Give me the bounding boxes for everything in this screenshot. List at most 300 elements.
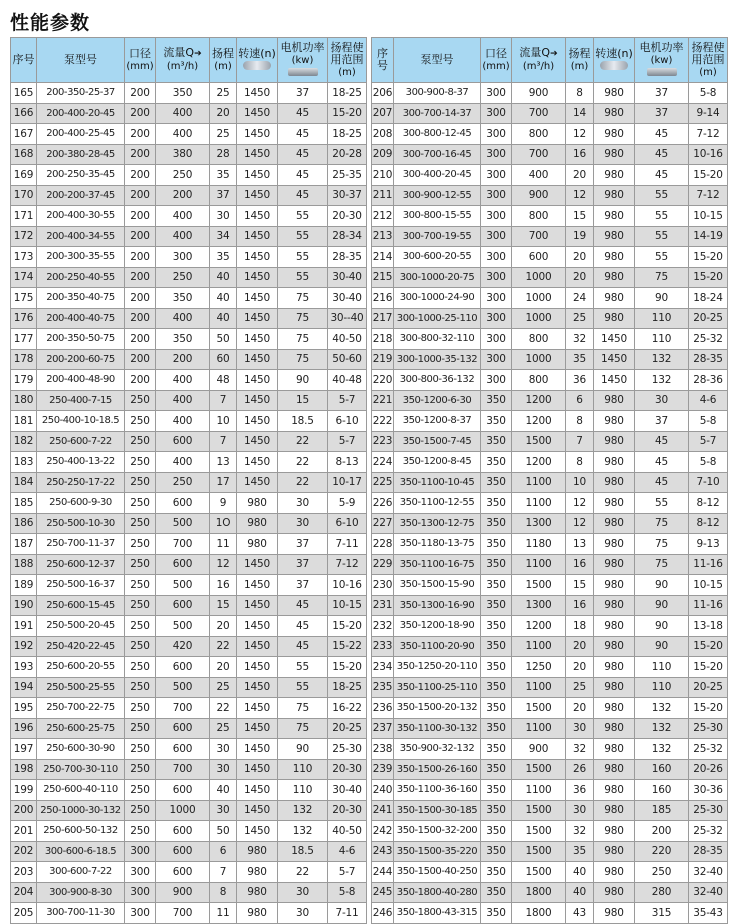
cell-range: 25-32 (689, 329, 728, 350)
cell-flow: 900 (512, 739, 566, 760)
header-power: 电机功率 (kw) (278, 38, 328, 83)
cell-speed: 980 (594, 882, 635, 903)
cell-head: 40 (210, 288, 237, 309)
cell-range: 11-16 (689, 554, 728, 575)
cell-flow: 600 (156, 595, 210, 616)
cell-bore: 250 (125, 452, 156, 473)
cell-model: 350-1500-40-250 (394, 862, 481, 883)
cell-seq: 174 (11, 267, 37, 288)
cell-flow: 1500 (512, 431, 566, 452)
cell-flow: 1300 (512, 513, 566, 534)
cell-power: 18.5 (278, 841, 328, 862)
table-row (372, 677, 728, 698)
cell-bore: 300 (481, 83, 512, 104)
cell-head: 40 (210, 308, 237, 329)
cell-model: 300-600-7-22 (37, 862, 125, 883)
cell-model: 250-600-7-22 (37, 431, 125, 452)
cell-speed: 1450 (237, 390, 278, 411)
header-flow: 流量Q➔ (m³/h) (512, 38, 566, 83)
cell-speed: 1450 (237, 370, 278, 391)
cell-flow: 1000 (156, 800, 210, 821)
cell-power: 37 (635, 411, 689, 432)
cell-model: 200-400-25-45 (37, 124, 125, 145)
cell-bore: 250 (125, 554, 156, 575)
cell-speed: 1450 (237, 185, 278, 206)
cell-speed: 980 (594, 144, 635, 165)
header-range: 扬程使用范围 (m) (328, 38, 367, 83)
cell-seq: 235 (372, 677, 394, 698)
cell-model: 300-600-6-18.5 (37, 841, 125, 862)
cell-power: 45 (278, 124, 328, 145)
cell-flow: 800 (512, 329, 566, 350)
cell-seq: 177 (11, 329, 37, 350)
cell-range: 11-16 (689, 595, 728, 616)
cell-power: 55 (278, 657, 328, 678)
cell-model: 250-500-10-30 (37, 513, 125, 534)
cell-power: 280 (635, 882, 689, 903)
cell-power: 75 (278, 329, 328, 350)
cell-seq: 221 (372, 390, 394, 411)
cell-flow: 700 (512, 144, 566, 165)
cell-speed: 980 (594, 759, 635, 780)
cell-power: 90 (635, 575, 689, 596)
cell-bore: 250 (125, 636, 156, 657)
cell-speed: 1450 (237, 124, 278, 145)
cell-range: 18-25 (328, 83, 367, 104)
cell-seq: 215 (372, 267, 394, 288)
cell-model: 300-400-20-45 (394, 165, 481, 186)
cell-speed: 1450 (237, 636, 278, 657)
cell-speed: 1450 (237, 452, 278, 473)
cell-speed: 1450 (237, 288, 278, 309)
cell-power: 37 (278, 534, 328, 555)
cell-range: 40-50 (328, 821, 367, 842)
table-row (372, 124, 728, 145)
cell-model: 350-1100-30-132 (394, 718, 481, 739)
cell-head: 16 (566, 144, 594, 165)
cell-flow: 1100 (512, 472, 566, 493)
cell-range: 5-7 (689, 431, 728, 452)
cell-head: 28 (210, 144, 237, 165)
cell-speed: 1450 (237, 657, 278, 678)
cell-power: 22 (278, 452, 328, 473)
table-row (372, 247, 728, 268)
cell-speed: 1450 (237, 595, 278, 616)
cell-model: 350-900-32-132 (394, 739, 481, 760)
cell-power: 75 (278, 349, 328, 370)
cell-speed: 980 (594, 493, 635, 514)
cell-range: 10-16 (689, 144, 728, 165)
cell-bore: 250 (125, 595, 156, 616)
cell-bore: 350 (481, 759, 512, 780)
cell-model: 250-600-15-45 (37, 595, 125, 616)
cell-range: 25-35 (328, 165, 367, 186)
table-row (11, 165, 367, 186)
cell-model: 300-700-14-37 (394, 103, 481, 124)
cell-range: 30-36 (689, 780, 728, 801)
table-row (372, 185, 728, 206)
cell-range: 7-10 (689, 472, 728, 493)
cell-speed: 980 (237, 882, 278, 903)
cell-model: 250-1000-30-132 (37, 800, 125, 821)
cell-range: 15-20 (328, 103, 367, 124)
cell-range: 18-24 (689, 288, 728, 309)
cell-power: 45 (635, 472, 689, 493)
cell-seq: 246 (372, 903, 394, 924)
cell-head: 30 (210, 800, 237, 821)
cell-speed: 1450 (237, 554, 278, 575)
cell-speed: 980 (594, 534, 635, 555)
cell-head: 12 (566, 513, 594, 534)
cell-power: 55 (635, 226, 689, 247)
table-row (11, 882, 367, 903)
cell-bore: 250 (125, 780, 156, 801)
cell-seq: 228 (372, 534, 394, 555)
table-row (11, 329, 367, 350)
cell-seq: 219 (372, 349, 394, 370)
cell-speed: 1450 (237, 718, 278, 739)
cell-range: 20-28 (328, 144, 367, 165)
cell-bore: 200 (125, 165, 156, 186)
cell-power: 45 (278, 144, 328, 165)
cell-speed: 1450 (237, 800, 278, 821)
cell-range: 15-20 (689, 267, 728, 288)
cell-seq: 178 (11, 349, 37, 370)
cell-flow: 1800 (512, 882, 566, 903)
cell-head: 16 (566, 554, 594, 575)
cell-speed: 980 (594, 390, 635, 411)
cell-bore: 300 (481, 247, 512, 268)
cell-speed: 1450 (237, 103, 278, 124)
cell-bore: 300 (481, 124, 512, 145)
cell-range: 35-43 (689, 903, 728, 924)
cell-head: 13 (566, 534, 594, 555)
cell-flow: 400 (156, 124, 210, 145)
cell-flow: 350 (156, 83, 210, 104)
header-head: 扬程 (m) (566, 38, 594, 83)
cell-range: 25-30 (689, 800, 728, 821)
cell-range: 15-20 (689, 165, 728, 186)
performance-table-right (371, 37, 728, 924)
cell-power: 55 (278, 267, 328, 288)
cell-speed: 1450 (237, 677, 278, 698)
cell-seq: 205 (11, 903, 37, 924)
cell-power: 45 (635, 124, 689, 145)
cell-bore: 250 (125, 390, 156, 411)
cell-power: 55 (635, 247, 689, 268)
cell-range: 30--40 (328, 308, 367, 329)
cell-head: 25 (210, 83, 237, 104)
cell-speed: 980 (594, 800, 635, 821)
cell-range: 15-22 (328, 636, 367, 657)
cell-model: 200-250-40-55 (37, 267, 125, 288)
cell-model: 350-1100-16-75 (394, 554, 481, 575)
cell-speed: 980 (594, 267, 635, 288)
cell-range: 5-8 (689, 452, 728, 473)
cell-power: 110 (635, 677, 689, 698)
cell-model: 250-400-13-22 (37, 452, 125, 473)
cell-speed: 980 (237, 841, 278, 862)
cell-flow: 420 (156, 636, 210, 657)
cell-head: 20 (566, 267, 594, 288)
cell-flow: 700 (156, 534, 210, 555)
cell-power: 45 (278, 616, 328, 637)
cell-speed: 980 (594, 595, 635, 616)
cell-power: 250 (635, 862, 689, 883)
cell-power: 55 (635, 493, 689, 514)
cell-speed: 980 (594, 554, 635, 575)
cell-seq: 194 (11, 677, 37, 698)
cell-bore: 200 (125, 329, 156, 350)
cell-flow: 1200 (512, 411, 566, 432)
flow-arrow-icon: ➔ (194, 49, 202, 59)
cell-power: 75 (278, 288, 328, 309)
cell-power: 132 (278, 821, 328, 842)
cell-range: 5-8 (689, 411, 728, 432)
cell-bore: 350 (481, 452, 512, 473)
cell-head: 30 (210, 759, 237, 780)
cell-bore: 350 (481, 718, 512, 739)
cell-model: 300-600-20-55 (394, 247, 481, 268)
cell-power: 37 (635, 103, 689, 124)
cell-model: 350-1180-13-75 (394, 534, 481, 555)
cell-bore: 200 (125, 103, 156, 124)
cell-bore: 300 (481, 267, 512, 288)
cell-head: 7 (210, 431, 237, 452)
cell-head: 48 (210, 370, 237, 391)
cell-head: 20 (210, 657, 237, 678)
cell-head: 12 (566, 493, 594, 514)
cell-range: 4-6 (328, 841, 367, 862)
table-row (11, 677, 367, 698)
cell-seq: 200 (11, 800, 37, 821)
cell-flow: 1100 (512, 636, 566, 657)
cell-model: 300-700-19-55 (394, 226, 481, 247)
cell-power: 15 (278, 390, 328, 411)
table-row (372, 657, 728, 678)
flow-arrow-icon: ➔ (550, 49, 558, 59)
cell-head: 10 (210, 411, 237, 432)
cell-range: 7-12 (328, 554, 367, 575)
cell-seq: 244 (372, 862, 394, 883)
cell-range: 7-12 (689, 185, 728, 206)
table-row (372, 903, 728, 924)
table-row (11, 841, 367, 862)
cell-model: 350-1500-20-132 (394, 698, 481, 719)
cell-model: 350-1500-7-45 (394, 431, 481, 452)
cell-power: 30 (278, 513, 328, 534)
cell-seq: 239 (372, 759, 394, 780)
cell-bore: 300 (481, 206, 512, 227)
cell-speed: 1450 (237, 165, 278, 186)
cell-head: 20 (210, 616, 237, 637)
cell-seq: 222 (372, 411, 394, 432)
cell-bore: 300 (481, 103, 512, 124)
table-row (11, 698, 367, 719)
cell-seq: 197 (11, 739, 37, 760)
cell-model: 350-1200-6-30 (394, 390, 481, 411)
cell-range: 20-30 (328, 800, 367, 821)
cell-seq: 232 (372, 616, 394, 637)
cell-speed: 1450 (237, 739, 278, 760)
cell-power: 75 (635, 554, 689, 575)
cell-flow: 900 (156, 882, 210, 903)
cell-seq: 201 (11, 821, 37, 842)
cell-model: 250-400-7-15 (37, 390, 125, 411)
cell-seq: 192 (11, 636, 37, 657)
cell-speed: 980 (594, 124, 635, 145)
table-row (372, 780, 728, 801)
cell-model: 200-350-25-37 (37, 83, 125, 104)
cell-model: 250-400-10-18.5 (37, 411, 125, 432)
cell-flow: 700 (512, 226, 566, 247)
cell-seq: 202 (11, 841, 37, 862)
cell-seq: 171 (11, 206, 37, 227)
cell-head: 50 (210, 821, 237, 842)
cell-bore: 250 (125, 493, 156, 514)
cell-speed: 1450 (237, 144, 278, 165)
cell-flow: 1500 (512, 759, 566, 780)
cell-bore: 350 (481, 616, 512, 637)
cell-head: 22 (210, 698, 237, 719)
table-row (11, 452, 367, 473)
cell-model: 350-1250-20-110 (394, 657, 481, 678)
cell-model: 200-380-28-45 (37, 144, 125, 165)
cell-speed: 1450 (237, 349, 278, 370)
cell-model: 250-700-22-75 (37, 698, 125, 719)
cell-flow: 500 (156, 513, 210, 534)
cell-head: 13 (210, 452, 237, 473)
cell-bore: 350 (481, 534, 512, 555)
cell-bore: 350 (481, 636, 512, 657)
cell-range: 13-18 (689, 616, 728, 637)
motor-icon (647, 68, 677, 76)
table-row (372, 759, 728, 780)
cell-speed: 980 (594, 780, 635, 801)
cell-seq: 199 (11, 780, 37, 801)
table-row (11, 83, 367, 104)
cell-range: 40-48 (328, 370, 367, 391)
cell-power: 75 (635, 267, 689, 288)
cell-head: 9 (210, 493, 237, 514)
cell-flow: 500 (156, 575, 210, 596)
cell-range: 20-30 (328, 759, 367, 780)
cell-flow: 1000 (512, 349, 566, 370)
cell-head: 20 (566, 165, 594, 186)
motor-icon (288, 68, 318, 76)
cell-flow: 1500 (512, 698, 566, 719)
cell-power: 37 (278, 575, 328, 596)
cell-model: 300-700-11-30 (37, 903, 125, 924)
cell-range: 28-34 (328, 226, 367, 247)
table-row (11, 739, 367, 760)
cell-seq: 182 (11, 431, 37, 452)
cell-flow: 600 (156, 821, 210, 842)
cell-head: 8 (566, 411, 594, 432)
cell-bore: 250 (125, 698, 156, 719)
cell-model: 250-600-30-90 (37, 739, 125, 760)
cell-bore: 350 (481, 903, 512, 924)
cell-bore: 300 (481, 370, 512, 391)
cell-speed: 980 (594, 206, 635, 227)
cell-range: 18-25 (328, 677, 367, 698)
cell-power: 75 (278, 718, 328, 739)
table-row (372, 288, 728, 309)
table-row (372, 103, 728, 124)
cell-power: 132 (635, 718, 689, 739)
cell-flow: 600 (156, 841, 210, 862)
cell-speed: 1450 (237, 759, 278, 780)
cell-power: 132 (635, 698, 689, 719)
cell-head: 25 (210, 677, 237, 698)
cell-flow: 600 (512, 247, 566, 268)
cell-range: 25-32 (689, 821, 728, 842)
cell-head: 12 (210, 554, 237, 575)
cell-seq: 191 (11, 616, 37, 637)
cell-flow: 400 (156, 206, 210, 227)
table-row (372, 493, 728, 514)
cell-power: 45 (278, 185, 328, 206)
cell-bore: 350 (481, 862, 512, 883)
cell-seq: 234 (372, 657, 394, 678)
cell-head: 40 (566, 882, 594, 903)
cell-flow: 500 (156, 616, 210, 637)
cell-flow: 400 (156, 390, 210, 411)
cell-model: 300-1000-24-90 (394, 288, 481, 309)
table-row (11, 206, 367, 227)
cell-power: 30 (278, 903, 328, 924)
cell-range: 15-20 (328, 657, 367, 678)
cell-power: 90 (635, 636, 689, 657)
cell-range: 8-13 (328, 452, 367, 473)
cell-power: 37 (278, 554, 328, 575)
table-row (372, 841, 728, 862)
cell-model: 250-500-16-37 (37, 575, 125, 596)
cell-head: 19 (566, 226, 594, 247)
cell-power: 132 (635, 739, 689, 760)
cell-bore: 250 (125, 759, 156, 780)
cell-power: 45 (278, 595, 328, 616)
cell-range: 25-30 (328, 739, 367, 760)
cell-seq: 203 (11, 862, 37, 883)
cell-power: 160 (635, 759, 689, 780)
cell-range: 4-6 (689, 390, 728, 411)
cell-bore: 200 (125, 308, 156, 329)
cell-flow: 200 (156, 349, 210, 370)
cell-bore: 350 (481, 780, 512, 801)
cell-seq: 206 (372, 83, 394, 104)
cell-flow: 800 (512, 370, 566, 391)
cell-range: 5-8 (689, 83, 728, 104)
cell-head: 6 (566, 390, 594, 411)
cell-range: 20-25 (689, 308, 728, 329)
cell-power: 75 (635, 513, 689, 534)
cell-bore: 350 (481, 595, 512, 616)
table-row (11, 185, 367, 206)
cell-model: 300-800-12-45 (394, 124, 481, 145)
cell-power: 22 (278, 472, 328, 493)
cell-range: 10-15 (328, 595, 367, 616)
cell-seq: 179 (11, 370, 37, 391)
cell-seq: 218 (372, 329, 394, 350)
cell-model: 200-350-50-75 (37, 329, 125, 350)
table-body-left (11, 83, 367, 924)
cell-seq: 224 (372, 452, 394, 473)
cell-head: 30 (210, 739, 237, 760)
cell-flow: 400 (156, 103, 210, 124)
cell-head: 17 (210, 472, 237, 493)
cell-range: 25-30 (689, 718, 728, 739)
